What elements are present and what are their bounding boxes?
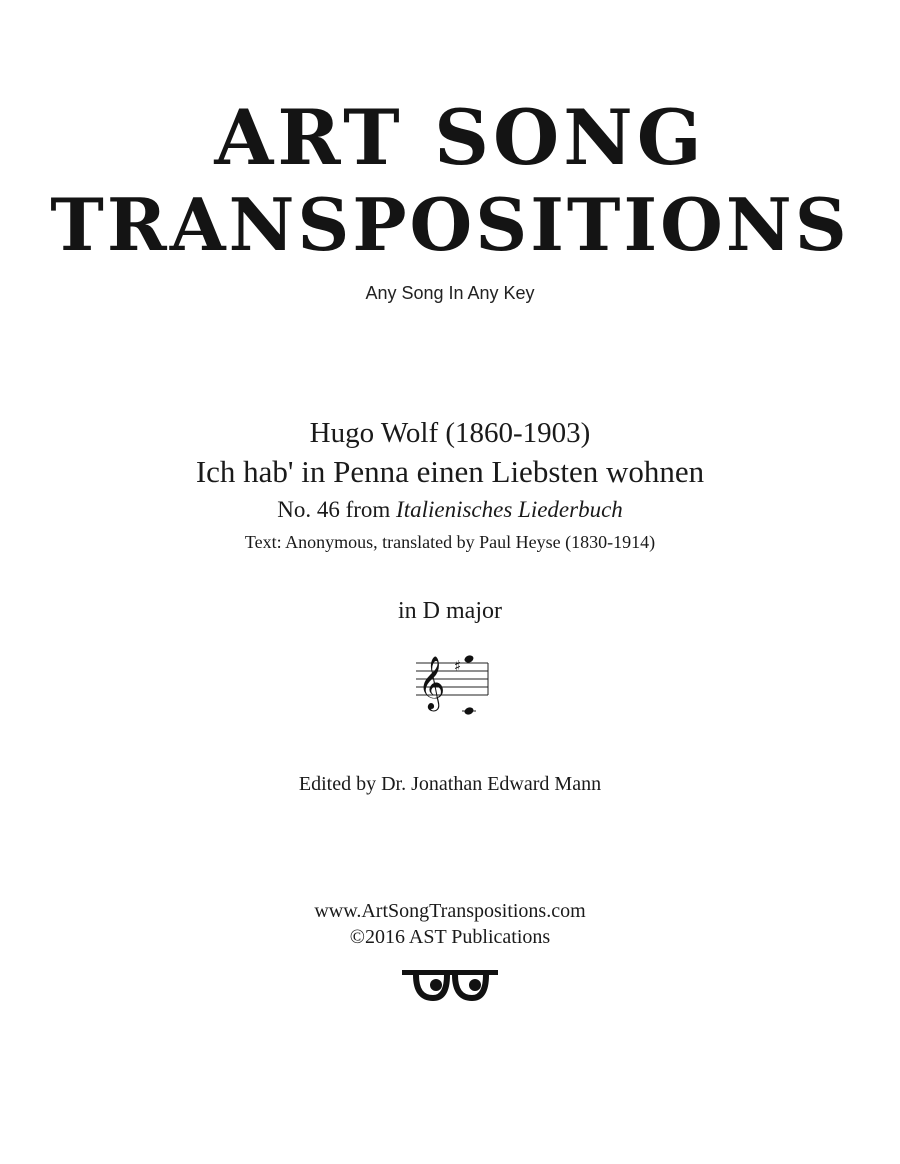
editor-credit: Edited by Dr. Jonathan Edward Mann <box>298 773 602 795</box>
logo-line-1: ART SONG <box>214 93 706 182</box>
source-prefix: No. 46 from <box>277 497 397 522</box>
vocal-range-staff-icon <box>412 645 492 721</box>
source-line <box>0 497 900 523</box>
key-label: in D major <box>398 598 502 624</box>
svg-text:♯: ♯ <box>454 657 462 675</box>
composer: Hugo Wolf (1860-1903) <box>309 417 591 449</box>
svg-text:𝄞: 𝄞 <box>418 655 446 709</box>
copyright: ©2016 AST Publications <box>349 926 551 948</box>
song-title: Ich hab' in Penna einen Liebsten wohnen <box>195 454 705 489</box>
ast-publisher-mark-icon <box>400 966 500 1006</box>
source-collection: Italienisches Liederbuch <box>396 497 623 522</box>
logo-line-2: TRANSPOSITIONS <box>50 182 850 267</box>
website-link[interactable]: www.ArtSongTranspositions.com <box>314 900 586 922</box>
text-credit: Text: Anonymous, translated by Paul Heyse (1830-1914) <box>244 532 656 552</box>
tagline: Any Song In Any Key <box>365 283 535 303</box>
